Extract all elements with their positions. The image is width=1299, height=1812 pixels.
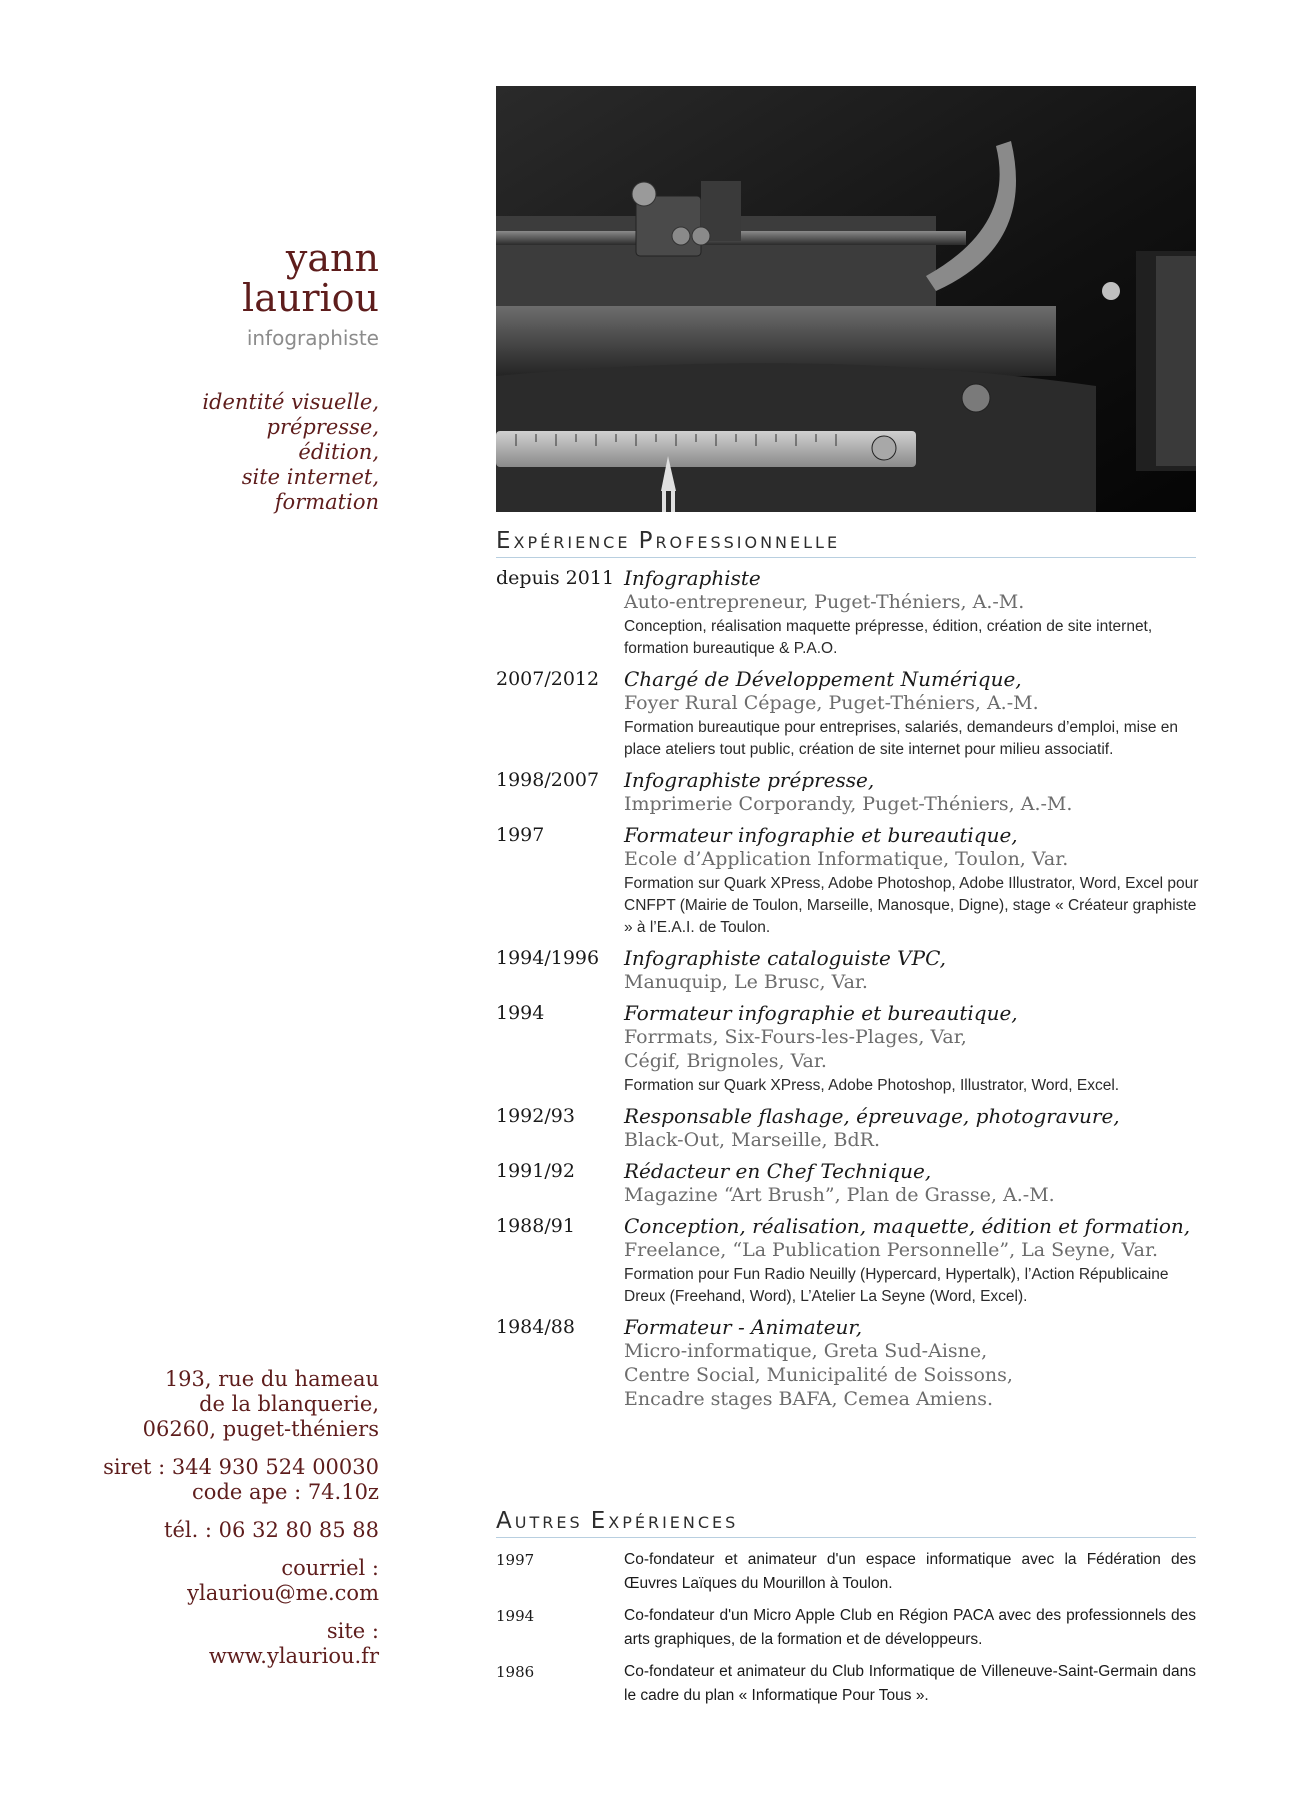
experience-org: Ecole d’Application Informatique, Toulon, Var. [624, 848, 1069, 870]
experience-body [624, 1214, 1206, 1308]
experience-desc: Formation sur Quark XPress, Adobe Photoshop, Illustrator, Word, Excel. [624, 1077, 1120, 1094]
experience-item [496, 566, 1206, 660]
experience-item [496, 768, 1206, 816]
section-title-other [496, 1508, 1196, 1538]
experience-title: Formateur infographie et bureautique, [624, 1001, 1018, 1025]
address-line: 06260, puget-théniers [142, 1417, 379, 1441]
experience-org: Encadre stages BAFA, Cemea Amiens. [624, 1388, 994, 1410]
experience-date: 1994/1996 [496, 947, 600, 969]
job-role: infographiste [246, 326, 379, 350]
other-date: 1997 [496, 1551, 535, 1569]
experience-item [496, 1159, 1206, 1207]
experience-title: Rédacteur en Chef Technique, [624, 1159, 932, 1183]
experience-item [496, 823, 1206, 939]
experience-list [496, 566, 1206, 1418]
contact-block [103, 1367, 379, 1682]
section-title-experience [496, 528, 1196, 558]
experience-date: 1994 [496, 1002, 545, 1024]
experience-desc: Formation bureautique pour entreprises, salariés, demandeurs d’emploi, mise en place ateliers tout public, création de site internet pour milieu associatif. [624, 719, 1178, 758]
skill-item: site internet, [241, 465, 379, 489]
experience-item [496, 1214, 1206, 1308]
experience-date: depuis 2011 [496, 567, 615, 589]
experience-date: 2007/2012 [496, 668, 600, 690]
address-line: de la blanquerie, [199, 1392, 379, 1416]
heading-rest: ROFESSIONNELLE [655, 533, 841, 552]
experience-body [624, 1001, 1206, 1097]
experience-date: 1992/93 [496, 1105, 575, 1127]
experience-org: Auto-entrepreneur, Puget-Théniers, A.-M. [624, 591, 1025, 613]
full-name [242, 238, 379, 318]
experience-org: Manuquip, Le Brusc, Var. [624, 971, 868, 993]
skill-item: identité visuelle, [202, 390, 379, 414]
heading-rest: XPÉRIENCES [608, 1513, 739, 1532]
experience-desc: Conception, réalisation maquette prépresse, édition, création de site internet, formation bureautique & P.A.O. [624, 618, 1153, 657]
experience-body [624, 768, 1206, 816]
experience-desc: Formation sur Quark XPress, Adobe Photoshop, Adobe Illustrator, Word, Excel pour CNFPT (Mairie de Toulon, Marseille, Manosque, Digne), stage « Créateur graphiste » à l’E.A.I. de Toulon. [624, 875, 1199, 936]
site-block [103, 1619, 379, 1669]
experience-body [624, 667, 1206, 761]
skill-item: formation [274, 490, 379, 514]
heading-rest: UTRES [514, 1513, 583, 1532]
ape-code: code ape : 74.10z [192, 1480, 379, 1504]
experience-item [496, 667, 1206, 761]
experience-body [624, 823, 1206, 939]
experience-desc: Formation pour Fun Radio Neuilly (Hypercard, Hypertalk), l’Action Républicaine Dreux (Freehand, Word), L’Atelier La Seyne (Word, Excel). [624, 1266, 1169, 1305]
phone: tél. : 06 32 80 85 88 [164, 1518, 379, 1542]
other-text: Co-fondateur d'un Micro Apple Club en Région PACA avec des professionnels des arts graphiques, de la formation et de développeurs. [624, 1607, 1196, 1648]
experience-item [496, 1315, 1206, 1411]
other-list [496, 1548, 1196, 1716]
experience-date: 1991/92 [496, 1160, 575, 1182]
email-label: courriel : [281, 1556, 379, 1580]
experience-org: Foyer Rural Cépage, Puget-Théniers, A.-M. [624, 692, 1039, 714]
experience-org: Freelance, “La Publication Personnelle”, La Seyne, Var. [624, 1239, 1159, 1261]
first-name: yann [285, 236, 379, 280]
experience-body [624, 1104, 1206, 1152]
site-label: site : [326, 1619, 379, 1643]
experience-date: 1997 [496, 824, 545, 846]
site-link[interactable]: www.ylauriou.fr [208, 1644, 379, 1668]
heading-cap: E [496, 528, 514, 554]
experience-org: Centre Social, Municipalité de Soissons, [624, 1364, 1013, 1386]
typewriter-photo [496, 86, 1196, 512]
experience-title: Infographiste [624, 566, 761, 590]
experience-date: 1988/91 [496, 1215, 575, 1237]
typewriter-photo-image [496, 86, 1196, 512]
experience-org: Micro-informatique, Greta Sud-Aisne, [624, 1340, 988, 1362]
company-ids [103, 1455, 379, 1505]
experience-body [624, 946, 1206, 994]
experience-title: Infographiste cataloguiste VPC, [624, 946, 947, 970]
experience-date: 1998/2007 [496, 769, 600, 791]
address-line: 193, rue du hameau [164, 1367, 379, 1391]
experience-org: Forrmats, Six-Fours-les-Plages, Var, [624, 1026, 967, 1048]
other-item [496, 1660, 1196, 1708]
other-item [496, 1548, 1196, 1596]
last-name: lauriou [242, 276, 379, 320]
address [103, 1367, 379, 1442]
experience-org: Magazine “Art Brush”, Plan de Grasse, A.-M. [624, 1184, 1055, 1206]
experience-body [624, 1315, 1206, 1411]
other-item [496, 1604, 1196, 1652]
heading-cap: P [638, 528, 656, 554]
skill-item: prépresse, [266, 415, 379, 439]
experience-title: Infographiste prépresse, [624, 768, 875, 792]
skills-list [202, 390, 379, 515]
other-date: 1994 [496, 1607, 535, 1625]
experience-title: Formateur - Animateur, [624, 1315, 863, 1339]
email-block [103, 1556, 379, 1606]
other-text: Co-fondateur et animateur d'un espace informatique avec la Fédération des Œuvres Laïques du Mourillon à Toulon. [624, 1551, 1196, 1592]
heading-rest: XPÉRIENCE [513, 533, 631, 552]
other-text: Co-fondateur et animateur du Club Informatique de Villeneuve-Saint-Germain dans le cadre du plan « Informatique Pour Tous ». [624, 1663, 1196, 1704]
experience-item [496, 1104, 1206, 1152]
experience-date: 1984/88 [496, 1316, 575, 1338]
experience-body [624, 1159, 1206, 1207]
experience-item [496, 946, 1206, 994]
experience-org: Imprimerie Corporandy, Puget-Théniers, A.-M. [624, 793, 1073, 815]
heading-cap: A [496, 1508, 515, 1534]
email-link[interactable]: ylauriou@me.com [187, 1581, 379, 1605]
experience-title: Formateur infographie et bureautique, [624, 823, 1018, 847]
heading-cap: E [590, 1508, 609, 1534]
siret: siret : 344 930 524 00030 [103, 1455, 379, 1479]
experience-org: Black-Out, Marseille, BdR. [624, 1129, 881, 1151]
experience-title: Conception, réalisation, maquette, édition et formation, [624, 1214, 1191, 1238]
experience-title: Responsable flashage, épreuvage, photogravure, [624, 1104, 1120, 1128]
experience-org: Cégif, Brignoles, Var. [624, 1050, 827, 1072]
other-date: 1986 [496, 1663, 535, 1681]
experience-title: Chargé de Développement Numérique, [624, 667, 1022, 691]
experience-item [496, 1001, 1206, 1097]
skill-item: édition, [298, 440, 379, 464]
experience-body [624, 566, 1206, 660]
